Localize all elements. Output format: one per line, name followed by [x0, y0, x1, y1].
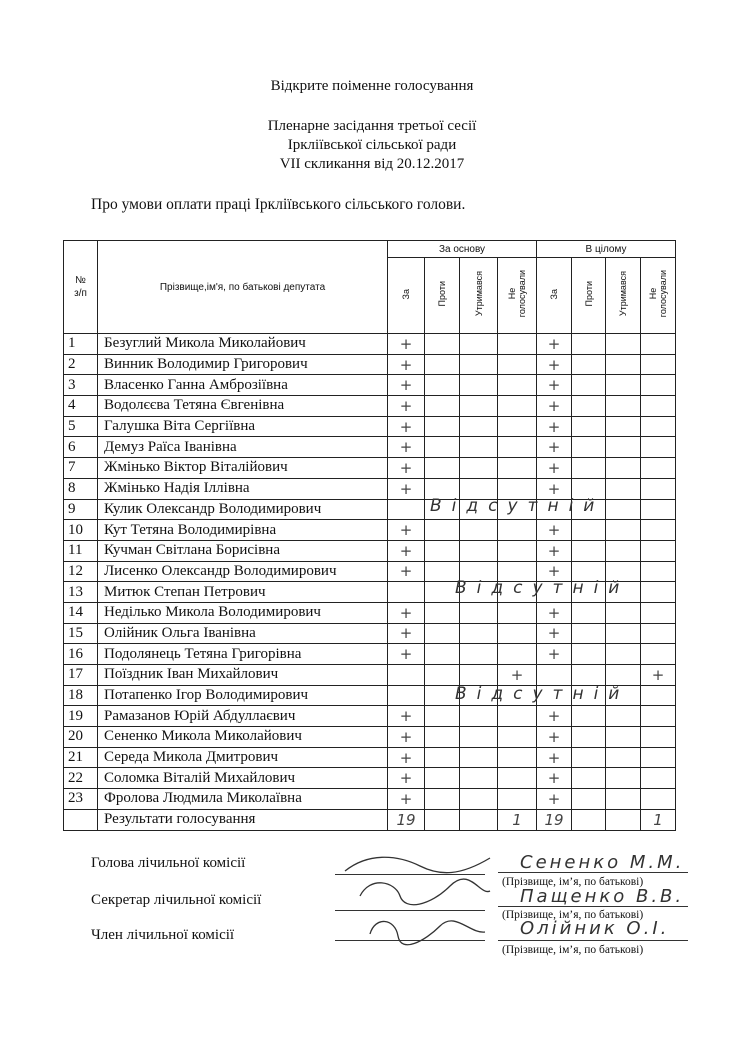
vote-mark	[460, 540, 498, 561]
table-row	[64, 727, 676, 748]
table-row	[64, 416, 676, 437]
vote-mark	[498, 602, 537, 623]
vote-mark	[498, 747, 537, 768]
vote-mark	[460, 396, 498, 417]
vote-mark: +	[388, 354, 425, 375]
row-number: 3	[64, 375, 98, 396]
vote-mark	[606, 520, 641, 541]
vote-mark: +	[388, 602, 425, 623]
vote-mark	[572, 416, 606, 437]
vote-mark	[641, 602, 676, 623]
vote-mark	[572, 396, 606, 417]
session-line-2: Ірклiївської сільської ради	[287, 137, 457, 153]
col-header-num: № з/п	[64, 241, 98, 334]
vote-mark	[641, 582, 676, 603]
results-row	[64, 809, 676, 830]
vote-mark	[641, 685, 676, 706]
vote-mark	[460, 665, 498, 686]
row-number: 22	[64, 768, 98, 789]
vote-mark	[572, 706, 606, 727]
vote-mark	[425, 747, 460, 768]
vote-mark	[606, 706, 641, 727]
vote-mark	[460, 727, 498, 748]
vote-mark	[425, 520, 460, 541]
vote-mark	[641, 789, 676, 810]
vote-mark	[425, 540, 460, 561]
vote-mark: +	[537, 623, 572, 644]
vote-mark	[572, 623, 606, 644]
vote-mark	[572, 540, 606, 561]
vote-mark	[498, 789, 537, 810]
vote-mark: +	[537, 768, 572, 789]
row-number: 14	[64, 602, 98, 623]
deputy-name: Винник Володимир Григорович	[98, 354, 388, 375]
table-row	[64, 334, 676, 355]
vote-mark	[606, 478, 641, 499]
row-number: 20	[64, 727, 98, 748]
row-number: 4	[64, 396, 98, 417]
vote-mark: +	[388, 437, 425, 458]
chair-name: Сененко М.М.	[520, 852, 685, 873]
table-row	[64, 458, 676, 479]
row-number: 2	[64, 354, 98, 375]
vote-mark	[498, 706, 537, 727]
absent-note-row9: Відсутній	[430, 496, 605, 516]
vote-mark	[641, 375, 676, 396]
vote-mark	[425, 416, 460, 437]
deputy-name: Подолянець Тетяна Григорівна	[98, 644, 388, 665]
vote-mark	[498, 354, 537, 375]
member-label: Член лічильної комісії	[91, 927, 235, 943]
vote-mark: +	[388, 727, 425, 748]
vote-mark: +	[537, 644, 572, 665]
vote-mark	[498, 416, 537, 437]
vote-mark: +	[388, 520, 425, 541]
vote-mark	[641, 334, 676, 355]
vote-mark	[498, 644, 537, 665]
row-number: 16	[64, 644, 98, 665]
vote-mark: +	[537, 520, 572, 541]
row-number: 12	[64, 561, 98, 582]
deputy-name: Потапенко Ігор Володимирович	[98, 685, 388, 706]
vote-mark	[606, 499, 641, 520]
results-num-cell	[64, 809, 98, 830]
vote-mark	[460, 520, 498, 541]
vote-mark: +	[388, 478, 425, 499]
row-number: 1	[64, 334, 98, 355]
vote-mark	[606, 334, 641, 355]
group-header-basis: За основу	[388, 241, 537, 258]
vote-mark: +	[388, 623, 425, 644]
vote-mark	[425, 727, 460, 748]
vote-mark: +	[537, 561, 572, 582]
secretary-name-hint: (Прізвище, ім’я, по батькові)	[502, 909, 644, 921]
deputy-name: Жмінько Надія Іллівна	[98, 478, 388, 499]
vote-mark	[572, 727, 606, 748]
vote-mark	[460, 789, 498, 810]
document-title: Відкрите поіменне голосування	[270, 78, 474, 94]
vote-mark	[641, 644, 676, 665]
vote-mark	[606, 665, 641, 686]
sub-header-for-1: За	[388, 258, 425, 334]
deputy-name: Кучман Світлана Борисівна	[98, 540, 388, 561]
group-header-whole: В цілому	[537, 241, 676, 258]
vote-mark	[641, 727, 676, 748]
vote-mark	[498, 768, 537, 789]
result-count	[460, 809, 498, 830]
vote-mark	[498, 396, 537, 417]
result-count: 19	[388, 809, 425, 830]
row-number: 5	[64, 416, 98, 437]
vote-mark	[606, 416, 641, 437]
vote-mark	[460, 354, 498, 375]
vote-mark	[641, 520, 676, 541]
vote-mark	[425, 623, 460, 644]
vote-mark: +	[537, 396, 572, 417]
vote-mark: +	[388, 768, 425, 789]
row-number: 17	[64, 665, 98, 686]
vote-mark	[572, 458, 606, 479]
vote-mark	[641, 499, 676, 520]
table-row	[64, 520, 676, 541]
vote-mark	[388, 665, 425, 686]
vote-mark: +	[537, 706, 572, 727]
deputy-name: Безуглий Микола Миколайович	[98, 334, 388, 355]
chair-name-hint: (Прізвище, ім’я, по батькові)	[502, 876, 644, 888]
table-row	[64, 644, 676, 665]
results-label: Результати голосування	[98, 809, 388, 830]
vote-mark: +	[388, 747, 425, 768]
vote-mark	[606, 768, 641, 789]
deputy-name: Олійник Ольга Іванівна	[98, 623, 388, 644]
vote-mark: +	[537, 602, 572, 623]
vote-mark: +	[498, 665, 537, 686]
result-count: 19	[537, 809, 572, 830]
vote-mark	[572, 644, 606, 665]
vote-mark	[498, 458, 537, 479]
vote-mark	[460, 706, 498, 727]
row-number: 23	[64, 789, 98, 810]
member-name: Олійник О.І.	[520, 918, 670, 939]
vote-mark	[572, 768, 606, 789]
deputy-name: Жмінько Віктор Віталійович	[98, 458, 388, 479]
vote-mark	[425, 458, 460, 479]
table-row	[64, 354, 676, 375]
vote-mark	[641, 561, 676, 582]
col-header-name: Прізвище,ім'я, по батькові депутата	[98, 241, 388, 334]
deputy-name: Лисенко Олександр Володимирович	[98, 561, 388, 582]
vote-mark	[498, 437, 537, 458]
table-row	[64, 396, 676, 417]
vote-mark	[606, 789, 641, 810]
vote-mark	[606, 602, 641, 623]
vote-mark: +	[388, 458, 425, 479]
vote-mark: +	[537, 727, 572, 748]
table-row	[64, 623, 676, 644]
vote-mark	[425, 354, 460, 375]
vote-mark	[460, 623, 498, 644]
member-name-line	[498, 940, 688, 941]
row-number: 8	[64, 478, 98, 499]
deputy-name: Кулик Олександр Володимирович	[98, 499, 388, 520]
vote-mark	[388, 685, 425, 706]
vote-mark: +	[388, 706, 425, 727]
vote-mark	[606, 458, 641, 479]
vote-mark	[641, 768, 676, 789]
deputy-name: Власенко Ганна Амброзіївна	[98, 375, 388, 396]
vote-mark	[606, 644, 641, 665]
vote-mark	[498, 334, 537, 355]
absent-note-row13: Відсутній	[455, 578, 630, 598]
signature-scribbles	[340, 846, 500, 956]
vote-mark: +	[388, 540, 425, 561]
vote-mark	[425, 644, 460, 665]
vote-mark	[425, 334, 460, 355]
absent-note-row18: Відсутній	[455, 684, 630, 704]
vote-mark	[460, 437, 498, 458]
vote-mark	[641, 706, 676, 727]
table-row	[64, 602, 676, 623]
vote-mark	[425, 665, 460, 686]
vote-mark: +	[388, 396, 425, 417]
sub-header-abstain-2: Утримався	[606, 258, 641, 334]
deputy-name: Середа Микола Дмитрович	[98, 747, 388, 768]
row-number: 11	[64, 540, 98, 561]
vote-mark	[606, 437, 641, 458]
row-number: 13	[64, 582, 98, 603]
chair-label: Голова лічильної комісії	[91, 855, 246, 871]
vote-mark	[425, 396, 460, 417]
vote-mark	[460, 747, 498, 768]
vote-mark	[425, 768, 460, 789]
vote-subject: Про умови оплати праці Ірклiївського сільського голови.	[91, 196, 466, 213]
deputy-name: Митюк Степан Петрович	[98, 582, 388, 603]
session-line-1: Пленарне засідання третьої сесії	[267, 118, 477, 134]
row-number: 15	[64, 623, 98, 644]
sub-header-against-2: Проти	[572, 258, 606, 334]
table-row	[64, 789, 676, 810]
vote-mark	[606, 396, 641, 417]
vote-mark	[498, 375, 537, 396]
vote-mark	[498, 520, 537, 541]
row-number: 7	[64, 458, 98, 479]
result-count	[606, 809, 641, 830]
row-number: 19	[64, 706, 98, 727]
vote-mark: +	[641, 665, 676, 686]
member-name-hint: (Прізвище, ім’я, по батькові)	[502, 944, 644, 956]
vote-mark	[572, 747, 606, 768]
vote-mark: +	[537, 747, 572, 768]
vote-mark	[641, 437, 676, 458]
secretary-name: Пащенко В.В.	[520, 886, 685, 907]
vote-mark	[572, 334, 606, 355]
deputy-name: Водолєєва Тетяна Євгенівна	[98, 396, 388, 417]
session-line-3: VII скликання від 20.12.2017	[279, 156, 465, 172]
table-row	[64, 747, 676, 768]
result-count: 1	[641, 809, 676, 830]
vote-mark: +	[388, 789, 425, 810]
vote-mark	[641, 540, 676, 561]
vote-mark	[641, 478, 676, 499]
vote-mark	[606, 747, 641, 768]
vote-mark: +	[388, 416, 425, 437]
vote-mark	[460, 334, 498, 355]
vote-mark	[460, 768, 498, 789]
vote-mark	[641, 623, 676, 644]
sub-header-novote-1: Не голосували	[498, 258, 537, 334]
result-count: 1	[498, 809, 537, 830]
vote-mark	[425, 375, 460, 396]
vote-mark	[388, 499, 425, 520]
vote-mark	[572, 789, 606, 810]
vote-mark: +	[388, 644, 425, 665]
vote-mark	[606, 727, 641, 748]
row-number: 6	[64, 437, 98, 458]
vote-mark	[641, 747, 676, 768]
sub-header-novote-2: Не голосували	[641, 258, 676, 334]
vote-mark	[606, 354, 641, 375]
table-row	[64, 706, 676, 727]
vote-mark	[388, 582, 425, 603]
vote-mark: +	[537, 375, 572, 396]
vote-mark	[572, 520, 606, 541]
vote-mark	[425, 789, 460, 810]
table-row	[64, 768, 676, 789]
table-row	[64, 540, 676, 561]
vote-mark	[606, 375, 641, 396]
vote-mark	[460, 375, 498, 396]
vote-mark	[460, 644, 498, 665]
deputy-name: Сененко Микола Миколайович	[98, 727, 388, 748]
deputy-name: Соломка Віталій Михайлович	[98, 768, 388, 789]
vote-table	[63, 240, 676, 831]
vote-mark: +	[537, 334, 572, 355]
deputy-name: Галушка Віта Сергіївна	[98, 416, 388, 437]
sub-header-abstain-1: Утримався	[460, 258, 498, 334]
vote-mark	[572, 375, 606, 396]
sub-header-against-1: Проти	[425, 258, 460, 334]
secretary-label: Секретар лічильної комісії	[91, 892, 262, 908]
deputy-name: Поїздник Іван Михайлович	[98, 665, 388, 686]
vote-mark: +	[537, 354, 572, 375]
vote-mark	[460, 416, 498, 437]
vote-mark	[537, 665, 572, 686]
deputy-name: Рамазанов Юрій Абдуллаєвич	[98, 706, 388, 727]
vote-mark	[572, 437, 606, 458]
row-number: 18	[64, 685, 98, 706]
vote-mark	[641, 416, 676, 437]
vote-mark: +	[537, 478, 572, 499]
vote-mark	[572, 665, 606, 686]
sub-header-for-2: За	[537, 258, 572, 334]
vote-mark	[425, 602, 460, 623]
table-row	[64, 665, 676, 686]
vote-mark: +	[388, 375, 425, 396]
vote-mark	[425, 706, 460, 727]
vote-mark: +	[388, 334, 425, 355]
vote-mark	[498, 540, 537, 561]
deputy-name: Неділько Микола Володимирович	[98, 602, 388, 623]
vote-mark	[606, 623, 641, 644]
result-count	[572, 809, 606, 830]
row-number: 21	[64, 747, 98, 768]
vote-mark: +	[537, 540, 572, 561]
vote-mark: +	[537, 437, 572, 458]
vote-mark	[460, 602, 498, 623]
row-number: 9	[64, 499, 98, 520]
vote-mark: +	[388, 561, 425, 582]
vote-mark: +	[537, 458, 572, 479]
vote-mark	[498, 727, 537, 748]
vote-mark	[572, 354, 606, 375]
vote-mark	[641, 396, 676, 417]
table-row	[64, 375, 676, 396]
row-number: 10	[64, 520, 98, 541]
deputy-name: Фролова Людмила Миколаївна	[98, 789, 388, 810]
deputy-name: Демуз Раїса Іванівна	[98, 437, 388, 458]
vote-mark	[460, 458, 498, 479]
vote-mark: +	[537, 416, 572, 437]
vote-mark	[606, 540, 641, 561]
vote-mark: +	[537, 789, 572, 810]
table-row	[64, 437, 676, 458]
vote-mark	[641, 458, 676, 479]
vote-mark	[425, 437, 460, 458]
vote-mark	[498, 623, 537, 644]
deputy-name: Кут Тетяна Володимирівна	[98, 520, 388, 541]
vote-mark	[641, 354, 676, 375]
vote-mark	[572, 602, 606, 623]
result-count	[425, 809, 460, 830]
